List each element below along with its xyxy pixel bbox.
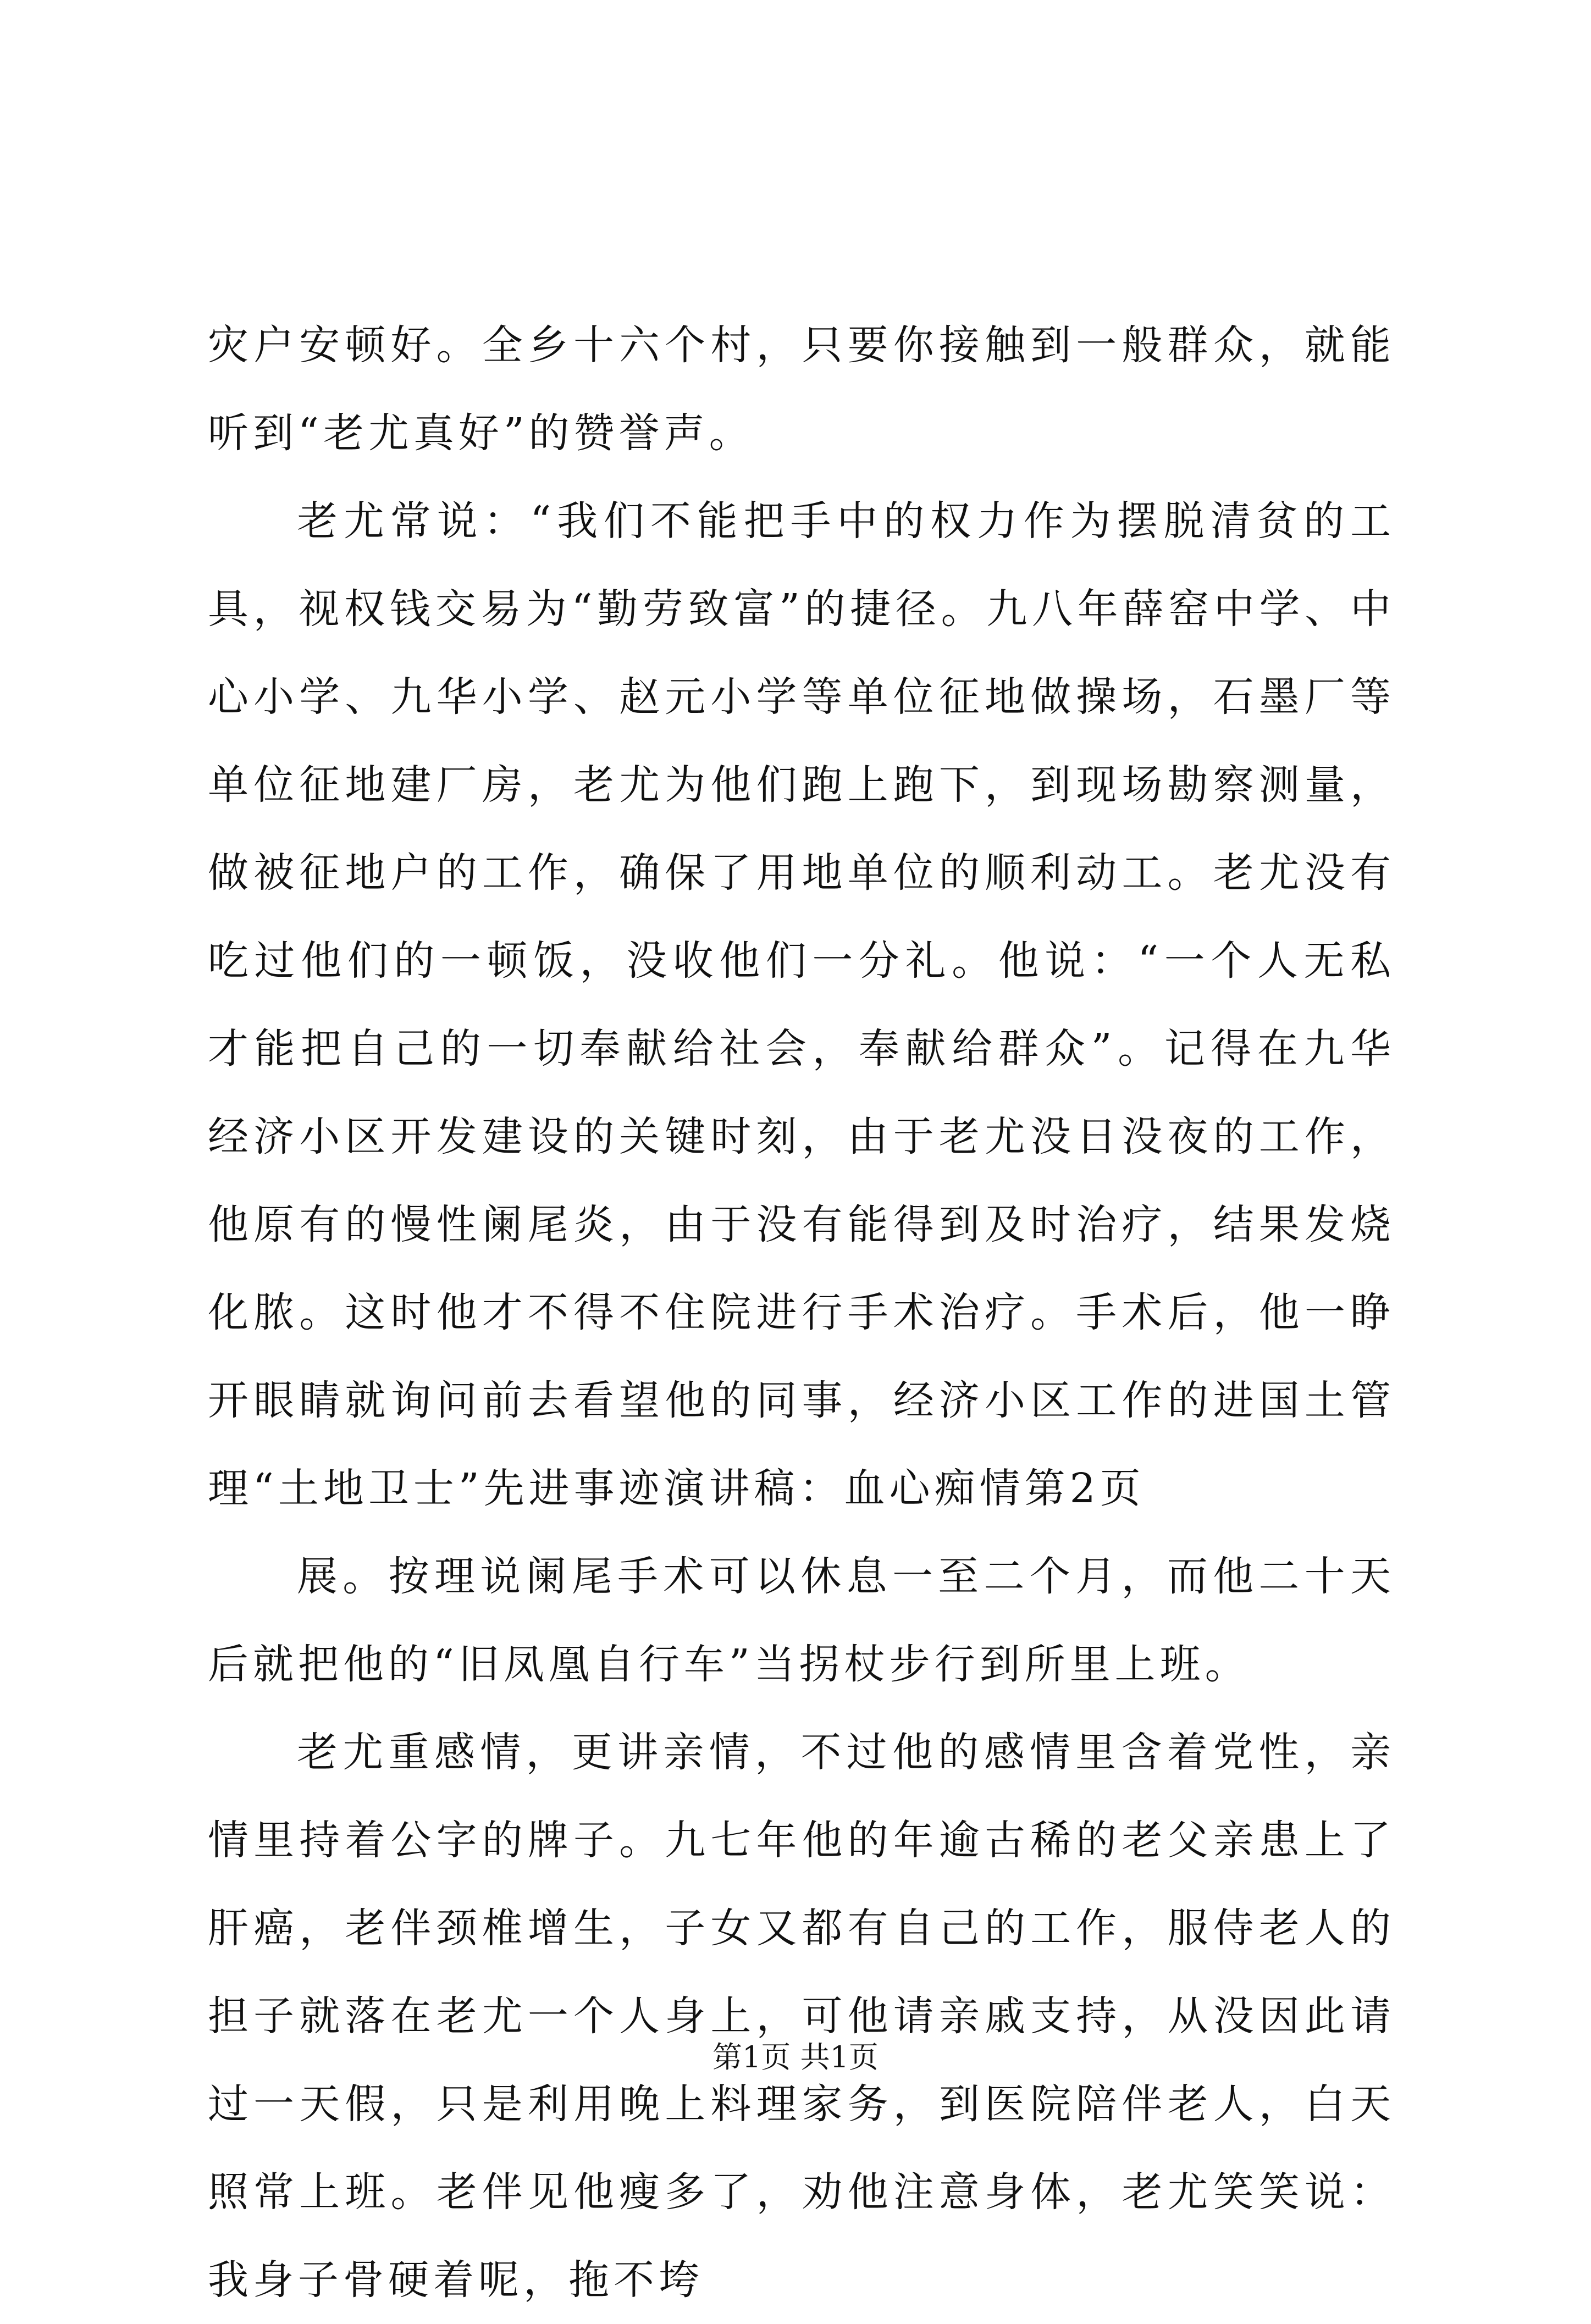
document-body [208,301,1395,2324]
page-footer: 第1页 共1页 [712,2040,879,2074]
paragraph-2: 老尤常说：“我们不能把手中的权力作为摆脱清贫的工具，视权钱交易为“勤劳致富”的捷径。九八年薛窑中学、中心小学、九华小学、赵元小学等单位征地做操场，石墨厂等单位征地建厂房，老尤为他们跑上跑下，到现场勘察测量，做被征地户的工作，确保了用地单位的顺利动工。老尤没有吃过他们的一顿饭，没收他们一分礼。他说：“一个人无私才能把自己的一切奉献给社会，奉献给群众”。记得在九华经济小区开发建设的关键时刻，由于老尤没日没夜的工作，他原有的慢性阑尾炎，由于没有能得到及时治疗，结果发烧化脓。这时他才不得不住院进行手术治疗。手术后，他一睁开眼睛就询问前去看望他的同事，经济小区工作的进国土管理“土地卫士”先进事迹演讲稿：血心痴情第2页 [208,497,1395,1512]
paragraph-4: 老尤重感情，更讲亲情，不过他的感情里含着党性，亲情里持着公字的牌子。九七年他的年逾古稀的老父亲患上了肝癌，老伴颈椎增生，子女又都有自己的工作，服侍老人的担子就落在老尤一个人身上，可他请亲戚支持，从没因此请过一天假，只是利用晚上料理家务，到医院陪伴老人，白天照常上班。老伴见他瘦多了，劝他注意身体，老尤笑笑说：我身子骨硬着呢，拖不垮 [208,1729,1395,2304]
paragraph-1: 灾户安顿好。全乡十六个村，只要你接触到一般群众，就能听到“老尤真好”的赞誉声。 [208,322,1395,457]
paragraph-3: 展。按理说阑尾手术可以休息一至二个月，而他二十天后就把他的“旧凤凰自行车”当拐杖步行到所里上班。 [208,1553,1395,1688]
